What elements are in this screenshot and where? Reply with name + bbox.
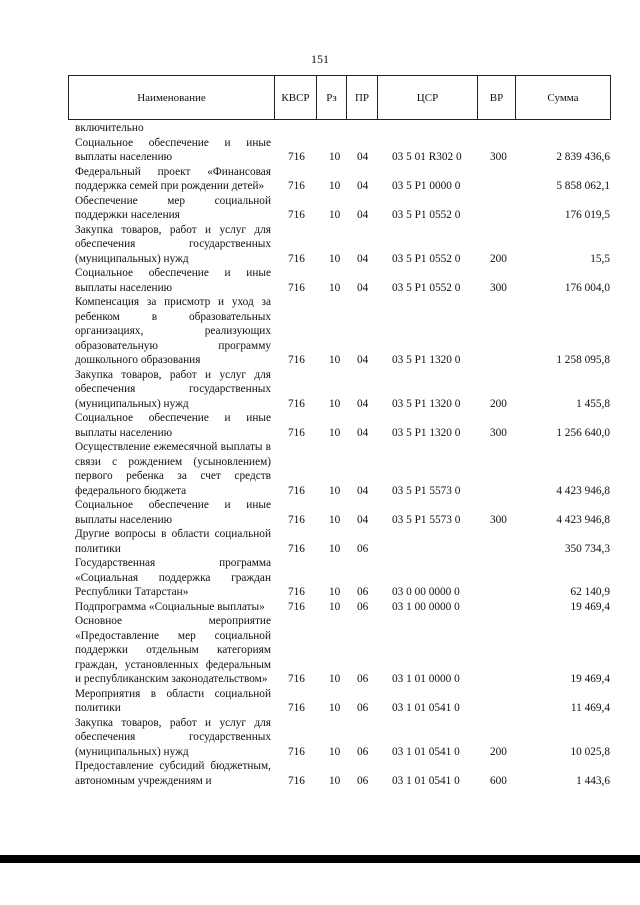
row-pr: 04: [357, 426, 369, 439]
row-name: Социальное обеспечение и иные выплаты населению: [75, 499, 271, 526]
row-name: Закупка товаров, работ и услуг для обеспечения государственных (муниципальных) нужд: [75, 223, 271, 265]
row-vr: 300: [490, 426, 507, 439]
table-header: [68, 75, 611, 120]
row-name: Предоставление субсидий бюджетным, автономным учреждениям и: [75, 760, 271, 787]
row-name: Подпрограмма «Социальные выплаты»: [75, 600, 265, 613]
row-rz: 10: [329, 702, 341, 714]
row-csr: 03 5 01 R302 0: [392, 151, 462, 163]
row-rz: 10: [329, 600, 341, 613]
row-pr: 04: [357, 180, 369, 192]
row-sum: 2 839 436,6: [556, 151, 610, 163]
header-vr: ВР: [478, 76, 516, 119]
row-pr: 04: [357, 281, 369, 294]
header-rz: Рз: [317, 76, 347, 119]
row-kvsr: 716: [288, 673, 305, 685]
table-row: [0, 194, 640, 223]
row-sum: 4 423 946,8: [556, 513, 610, 526]
row-pr: 04: [357, 209, 369, 221]
row-kvsr: 716: [288, 397, 305, 410]
bottom-bar: [0, 855, 640, 863]
row-sum: 1 258 095,8: [556, 354, 610, 366]
row-sum: 1 256 640,0: [556, 426, 610, 439]
row-csr: 03 1 01 0541 0: [392, 745, 460, 758]
row-pr: 04: [357, 252, 369, 265]
row-name: Государственная программа «Социальная поддержка граждан Республики Татарстан»: [75, 557, 271, 598]
row-kvsr: 716: [288, 354, 305, 366]
row-name: Осуществление ежемесячной выплаты в связи с рождением (усыновлением) первого ребенка за счет средств федерального бюджета: [75, 441, 271, 497]
row-rz: 10: [329, 586, 341, 598]
row-kvsr: 716: [288, 180, 305, 192]
row-sum: 10 025,8: [570, 745, 610, 758]
table-row: [0, 527, 640, 556]
row-csr: 03 5 P1 0552 0: [392, 281, 461, 294]
row-csr: 03 0 00 0000 0: [392, 586, 460, 598]
row-pr: 04: [357, 484, 369, 497]
row-kvsr: 716: [288, 745, 305, 758]
row-sum: 5 858 062,1: [556, 180, 610, 192]
row-vr: 300: [490, 151, 507, 163]
row-pr: 06: [357, 673, 369, 685]
table-row: [0, 498, 640, 527]
row-sum: 176 019,5: [564, 209, 610, 221]
row-rz: 10: [329, 209, 341, 221]
row-kvsr: 716: [288, 209, 305, 221]
table-row: [0, 411, 640, 440]
row-rz: 10: [329, 151, 341, 163]
row-rz: 10: [329, 252, 341, 265]
row-csr: 03 5 P1 5573 0: [392, 484, 461, 497]
row-pr: 06: [357, 586, 369, 598]
row-name: Основное мероприятие «Предоставление мер социальной поддержки отдельным категориям граждан, установленных федеральным и республиканским законодательством»: [75, 615, 271, 685]
row-sum: 350 734,3: [564, 542, 610, 555]
table-row: [0, 223, 640, 267]
row-pr: 04: [357, 151, 369, 163]
row-sum: 4 423 946,8: [556, 484, 610, 497]
row-sum: 19 469,4: [570, 600, 610, 613]
row-sum: 15,5: [590, 252, 610, 265]
table-row: [0, 614, 640, 687]
row-csr: 03 1 00 0000 0: [392, 600, 460, 613]
row-rz: 10: [329, 673, 341, 685]
row-sum: 1 455,8: [576, 397, 610, 410]
table-row: [0, 295, 640, 368]
row-csr: 03 5 P1 1320 0: [392, 397, 461, 410]
table-row: [0, 266, 640, 295]
row-name: Закупка товаров, работ и услуг для обеспечения государственных (муниципальных) нужд: [75, 368, 271, 410]
row-sum: 62 140,9: [570, 586, 610, 598]
row-name: Обеспечение мер социальной поддержки населения: [75, 194, 271, 221]
row-kvsr: 716: [288, 252, 305, 265]
row-kvsr: 716: [288, 542, 305, 555]
row-pr: 06: [357, 600, 369, 613]
row-kvsr: 716: [288, 281, 305, 294]
header-sum: Сумма: [547, 91, 579, 104]
row-pr: 04: [357, 354, 369, 366]
table-row: [0, 687, 640, 716]
row-pr: 04: [357, 397, 369, 410]
row-name: Социальное обеспечение и иные выплаты населению: [75, 267, 271, 294]
table-row: [0, 600, 640, 615]
row-csr: 03 5 P1 0552 0: [392, 252, 461, 265]
row-rz: 10: [329, 774, 341, 787]
table-body: [0, 121, 640, 788]
row-kvsr: 716: [288, 151, 305, 163]
row-name: Мероприятия в области социальной политики: [75, 687, 271, 714]
row-pr: 06: [357, 542, 369, 555]
header-kvsr: КВСР: [275, 76, 317, 119]
row-sum: 176 004,0: [564, 281, 610, 294]
row-csr: 03 5 P1 0000 0: [392, 180, 461, 192]
row-name: включительно: [75, 122, 144, 134]
row-pr: 06: [357, 702, 369, 714]
row-rz: 10: [329, 484, 341, 497]
row-csr: 03 5 P1 1320 0: [392, 426, 461, 439]
row-vr: 200: [490, 252, 507, 265]
row-pr: 06: [357, 774, 369, 787]
row-sum: 1 443,6: [576, 774, 610, 787]
row-name: Другие вопросы в области социальной политики: [75, 528, 271, 555]
header-name: Наименование: [69, 76, 275, 119]
row-name: Социальное обеспечение и иные выплаты населению: [75, 412, 271, 439]
row-sum: 19 469,4: [570, 673, 610, 685]
table-row: [0, 556, 640, 600]
page-number: 151: [311, 52, 329, 66]
table-row: [0, 136, 640, 165]
table-row: [0, 759, 640, 788]
row-name: Закупка товаров, работ и услуг для обеспечения государственных (муниципальных) нужд: [75, 716, 271, 758]
row-rz: 10: [329, 354, 341, 366]
row-sum: 11 469,4: [570, 702, 610, 714]
row-vr: 200: [490, 745, 507, 758]
row-kvsr: 716: [288, 484, 305, 497]
row-vr: 300: [490, 513, 507, 526]
header-pr: ПР: [347, 76, 378, 119]
row-csr: 03 5 P1 0552 0: [392, 209, 461, 221]
row-vr: 600: [490, 774, 507, 787]
row-csr: 03 1 01 0000 0: [392, 673, 460, 685]
row-kvsr: 716: [288, 426, 305, 439]
row-name: Компенсация за присмотр и уход за ребенком в образовательных организациях, реализующих образовательную программу дошкольного образования: [75, 296, 271, 366]
row-kvsr: 716: [288, 586, 305, 598]
row-rz: 10: [329, 281, 341, 294]
row-rz: 10: [329, 426, 341, 439]
row-pr: 04: [357, 513, 369, 526]
header-csr: ЦСР: [378, 76, 478, 119]
row-rz: 10: [329, 397, 341, 410]
row-pr: 06: [357, 745, 369, 758]
row-kvsr: 716: [288, 774, 305, 787]
row-vr: 200: [490, 397, 507, 410]
table-row: [0, 368, 640, 412]
row-csr: 03 1 01 0541 0: [392, 774, 460, 787]
row-csr: 03 5 P1 5573 0: [392, 513, 461, 526]
row-rz: 10: [329, 513, 341, 526]
table-row: [0, 165, 640, 194]
table-row: [0, 121, 640, 136]
row-kvsr: 716: [288, 600, 305, 613]
row-rz: 10: [329, 745, 341, 758]
row-csr: 03 1 01 0541 0: [392, 702, 460, 714]
row-name: Социальное обеспечение и иные выплаты населению: [75, 136, 271, 163]
row-kvsr: 716: [288, 702, 305, 714]
row-rz: 10: [329, 542, 341, 555]
row-kvsr: 716: [288, 513, 305, 526]
row-rz: 10: [329, 180, 341, 192]
table-row: [0, 716, 640, 760]
row-name: Федеральный проект «Финансовая поддержка семей при рождении детей»: [75, 165, 271, 192]
row-vr: 300: [490, 281, 507, 294]
row-csr: 03 5 P1 1320 0: [392, 354, 461, 366]
table-row: [0, 440, 640, 498]
